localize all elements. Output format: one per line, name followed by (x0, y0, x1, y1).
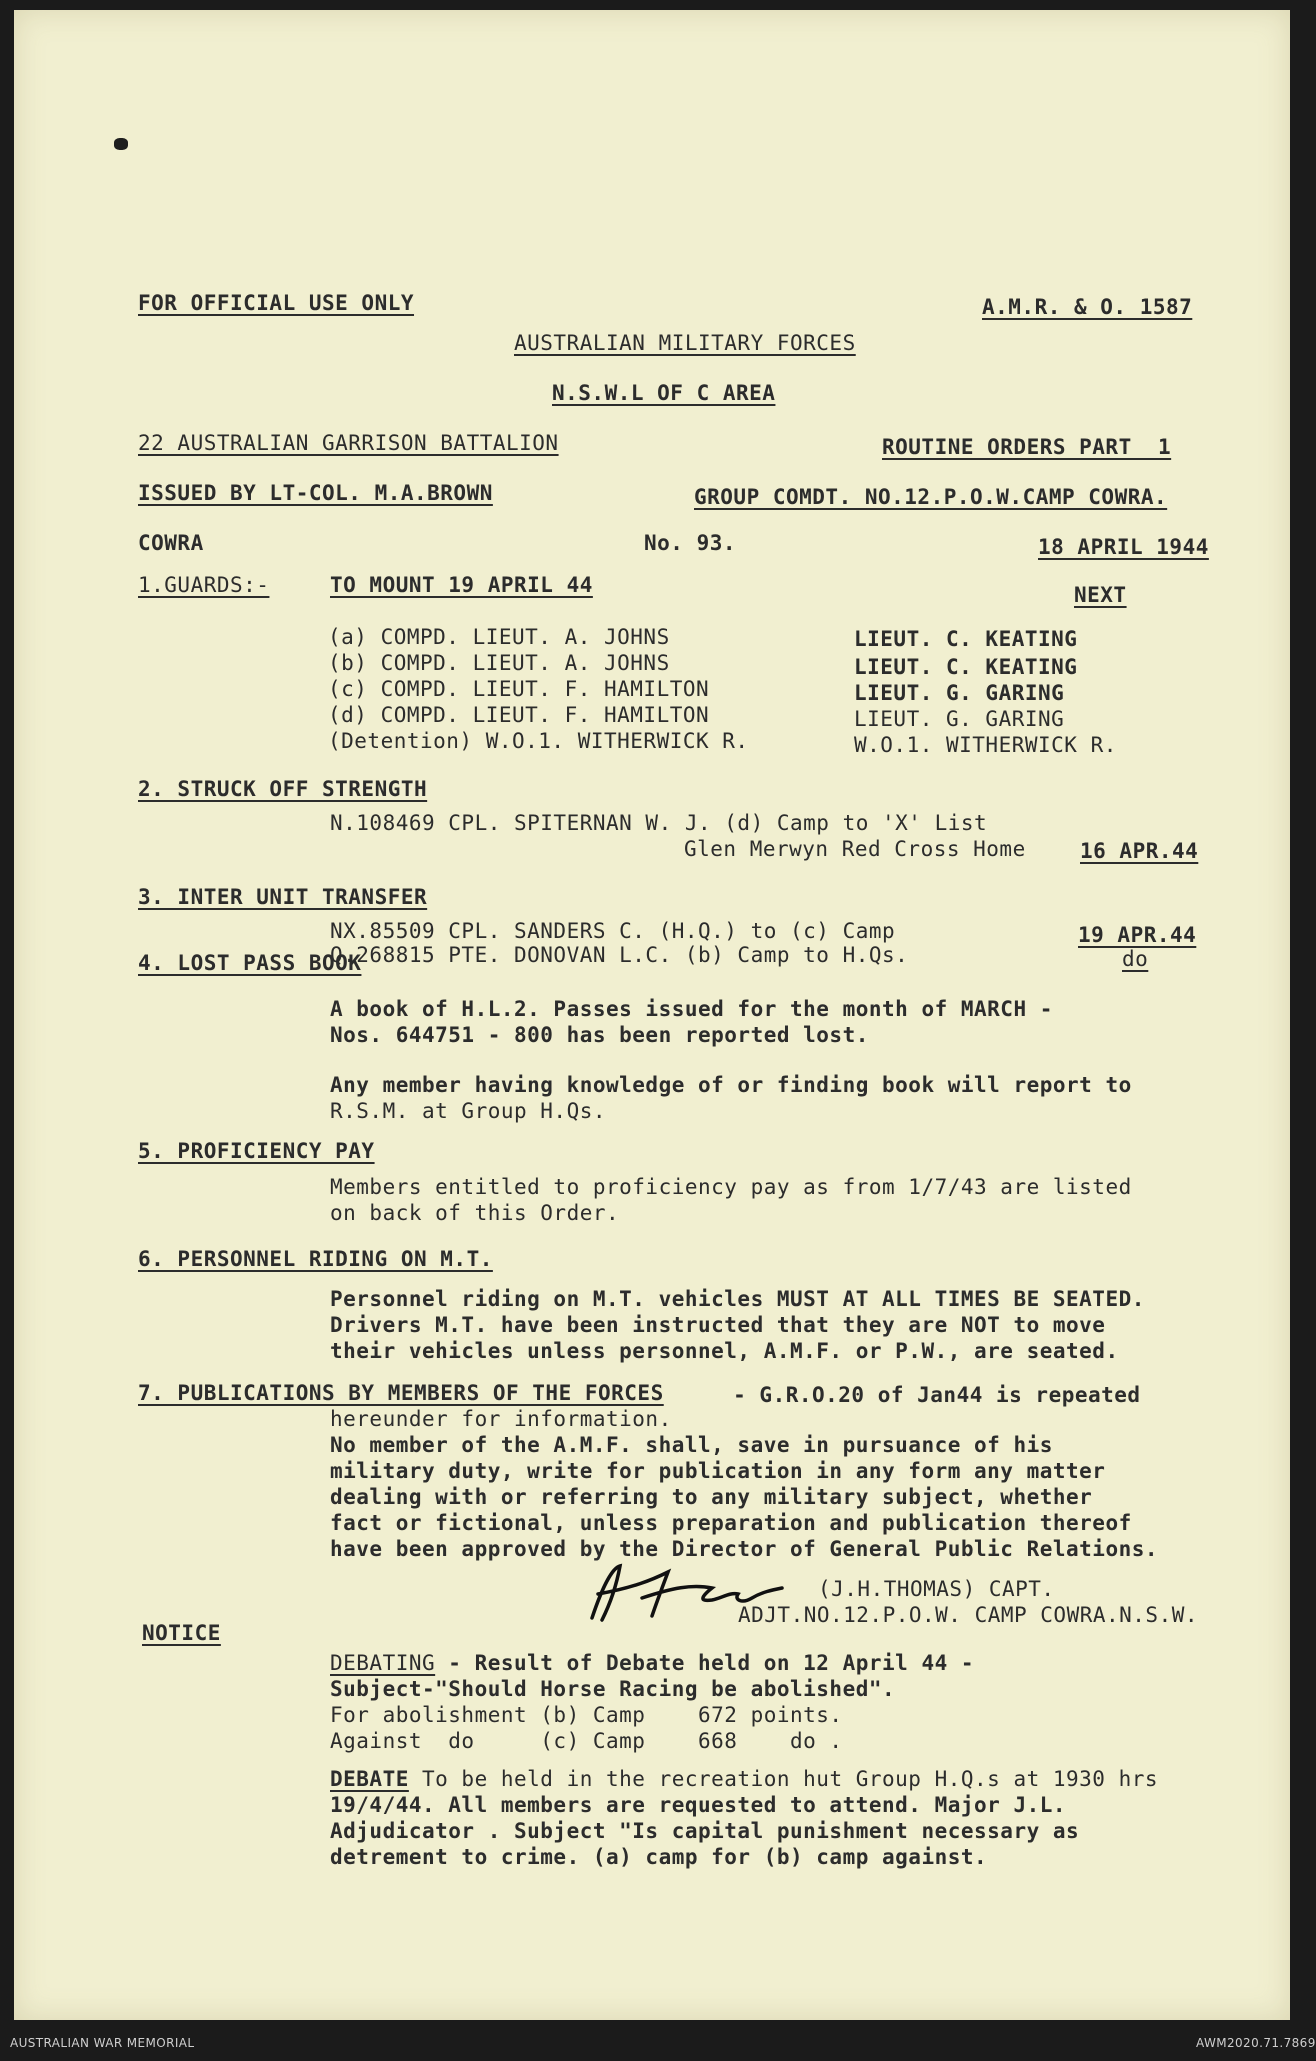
publications-line6: have been approved by the Director of General Public Relations. (330, 1537, 1159, 1561)
debate-line1 (330, 1766, 1158, 1792)
struck-off-date: 16 APR.44 (1080, 839, 1199, 863)
debating-for-line: For abolishment (b) Camp 672 points. (330, 1703, 843, 1727)
notice-debating-line (330, 1650, 974, 1676)
forces-title: AUSTRALIAN MILITARY FORCES (514, 331, 856, 355)
debating-label: DEBATING (330, 1651, 436, 1675)
struck-off-heading: 2. STRUCK OFF STRENGTH (138, 777, 428, 801)
guard-row-left: (Detention) W.O.1. WITHERWICK R. (328, 729, 749, 753)
order-number: No. 93. (644, 531, 737, 555)
proficiency-line1: Members entitled to proficiency pay as from 1/7/43 are listed (330, 1175, 1132, 1199)
publications-heading-tail: - G.R.O.20 of Jan44 is repeated (720, 1383, 1141, 1407)
struck-off-line1: N.108469 CPL. SPITERNAN W. J. (d) Camp to 'X' List (330, 811, 988, 835)
signatory-title: ADJT.NO.12.P.O.W. CAMP COWRA.N.S.W. (738, 1603, 1199, 1627)
guard-row-right: LIEUT. G. GARING (854, 681, 1065, 705)
orders-title: ROUTINE ORDERS PART 1 (882, 435, 1172, 459)
signatory-name: (J.H.THOMAS) CAPT. (818, 1577, 1055, 1601)
riding-heading: 6. PERSONNEL RIDING ON M.T. (138, 1247, 493, 1271)
debating-subject: Subject-"Should Horse Racing be abolished". (330, 1677, 896, 1701)
proficiency-line2: on back of this Order. (330, 1201, 620, 1225)
transfer-heading: 3. INTER UNIT TRANSFER (138, 885, 428, 909)
debating-against-line: Against do (c) Camp 668 do . (330, 1729, 843, 1753)
reference-number: A.M.R. & O. 1587 (982, 295, 1193, 319)
struck-off-line2: Glen Merwyn Red Cross Home (684, 837, 1026, 861)
publications-heading: 7. PUBLICATIONS BY MEMBERS OF THE FORCES (138, 1381, 664, 1405)
lost-pass-p1-line1: A book of H.L.2. Passes issued for the month of MARCH - (330, 997, 1053, 1021)
debating-text: - Result of Debate held on 12 April 44 - (435, 1651, 975, 1675)
lost-pass-p1-line2: Nos. 644751 - 800 has been reported lost. (330, 1023, 869, 1047)
transfer-line1: NX.85509 CPL. SANDERS C. (H.Q.) to (c) Camp (330, 919, 896, 943)
guards-next-label: NEXT (1074, 583, 1127, 607)
footer-left: AUSTRALIAN WAR MEMORIAL (10, 2036, 195, 2050)
area-title: N.S.W.L OF C AREA (552, 381, 776, 405)
guard-row-right: LIEUT. C. KEATING (854, 627, 1078, 651)
guard-row-right: LIEUT. C. KEATING (854, 655, 1078, 679)
publications-line1: hereunder for information. (330, 1407, 672, 1431)
guard-row-left: (d) COMPD. LIEUT. F. HAMILTON (328, 703, 710, 727)
transfer-line2: Q.268815 PTE. DONOVAN L.C. (b) Camp to H.Qs. (330, 943, 909, 967)
guard-row-left: (a) COMPD. LIEUT. A. JOHNS (328, 625, 670, 649)
issued-by: ISSUED BY LT-COL. M.A.BROWN (138, 481, 493, 505)
debate-line3: Adjudicator . Subject "Is capital punishment necessary as (330, 1819, 1080, 1843)
document-sheet (14, 10, 1290, 2020)
riding-line1: Personnel riding on M.T. vehicles MUST AT ALL TIMES BE SEATED. (330, 1287, 1145, 1311)
debate-line1-text: To be held in the recreation hut Group H.Q.s at 1930 hrs (408, 1767, 1159, 1791)
place: COWRA (138, 531, 204, 555)
debate-line2: 19/4/44. All members are requested to attend. Major J.L. (330, 1793, 1067, 1817)
proficiency-heading: 5. PROFICIENCY PAY (138, 1139, 375, 1163)
publications-line5: fact or fictional, unless preparation and publication thereof (330, 1511, 1132, 1535)
guard-row-left: (b) COMPD. LIEUT. A. JOHNS (328, 651, 670, 675)
transfer-date1: 19 APR.44 (1078, 923, 1197, 947)
guards-mount-date: TO MOUNT 19 APRIL 44 (330, 573, 593, 597)
lost-pass-p2-line2: R.S.M. at Group H.Qs. (330, 1099, 607, 1123)
restriction-label: FOR OFFICIAL USE ONLY (138, 291, 415, 315)
guard-row-left: (c) COMPD. LIEUT. F. HAMILTON (328, 677, 710, 701)
debate-line4: detrement to crime. (a) camp for (b) camp against. (330, 1845, 988, 1869)
ink-blot (114, 138, 128, 150)
publications-line4: dealing with or referring to any military subject, whether (330, 1485, 1093, 1509)
lost-pass-heading: 4. LOST PASS BOOK (138, 951, 362, 975)
footer-right: AWM2020.71.7869 (1196, 2036, 1316, 2050)
publications-line3: military duty, write for publication in any form any matter (330, 1459, 1106, 1483)
publications-line2: No member of the A.M.F. shall, save in pursuance of his (330, 1433, 1053, 1457)
lost-pass-p2-line1: Any member having knowledge of or finding book will report to (330, 1073, 1132, 1097)
guard-row-right: W.O.1. WITHERWICK R. (854, 733, 1117, 757)
notice-heading: NOTICE (142, 1621, 221, 1645)
debate-label: DEBATE (330, 1767, 409, 1791)
order-date: 18 APRIL 1944 (1038, 535, 1209, 559)
riding-line3: their vehicles unless personnel, A.M.F. or P.W., are seated. (330, 1339, 1119, 1363)
guards-heading: 1.GUARDS:- (138, 573, 270, 597)
transfer-date2: do (1122, 947, 1149, 971)
group-commandant: GROUP COMDT. NO.12.P.O.W.CAMP COWRA. (694, 485, 1168, 509)
guard-row-right: LIEUT. G. GARING (854, 707, 1065, 731)
unit-name: 22 AUSTRALIAN GARRISON BATTALION (138, 431, 559, 455)
riding-line2: Drivers M.T. have been instructed that they are NOT to move (330, 1313, 1106, 1337)
